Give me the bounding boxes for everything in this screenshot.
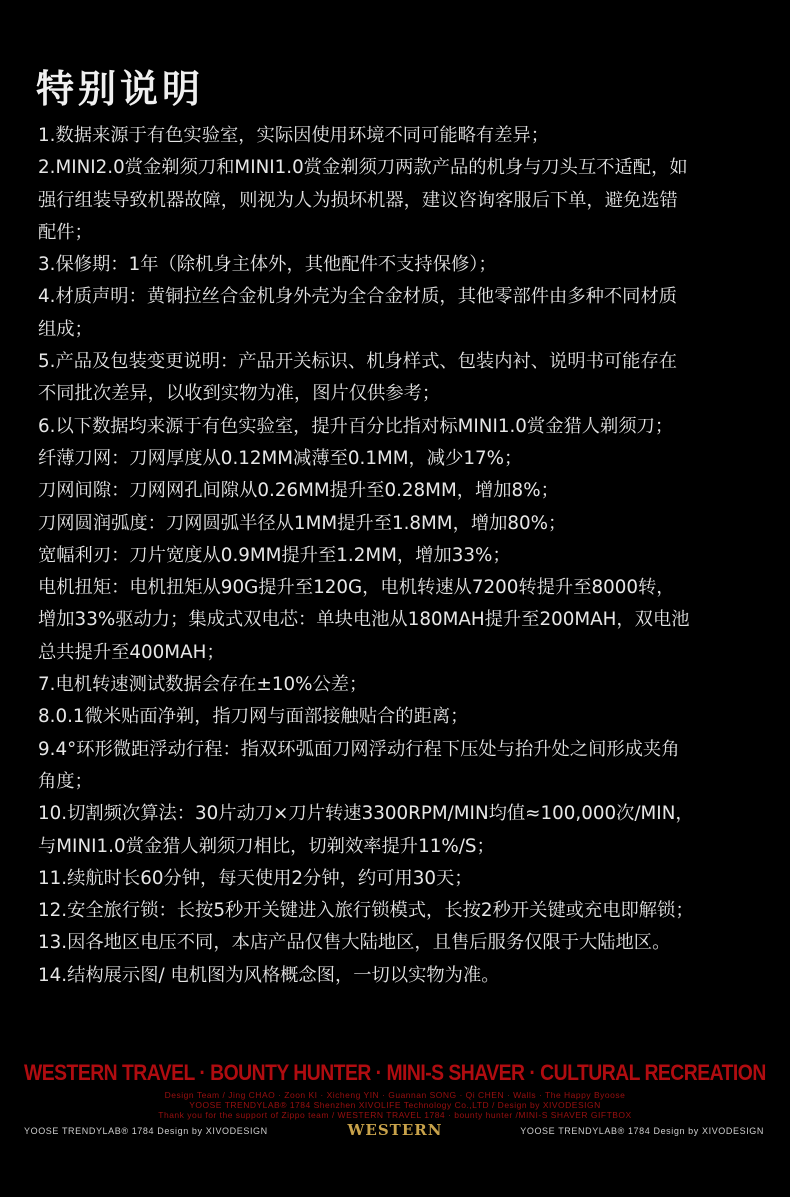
note-line: 6.以下数据均来源于有色实验室，提升百分比指对标MINI1.0赏金猎人剃须刀； <box>38 415 674 437</box>
note-line: 12.安全旅行锁：长按5秒开关键进入旅行锁模式，长按2秒开关键或充电即解锁； <box>38 900 694 922</box>
note-line: 9.4°环形微距浮动行程：指双环弧面刀网浮动行程下压处与抬升处之间形成夹角 <box>38 738 680 760</box>
note-line: 宽幅利刃：刀片宽度从0.9MM提升至1.2MM，增加33%； <box>38 544 511 566</box>
note-line: 角度； <box>38 770 93 792</box>
footer-banner: WESTERN TRAVEL · BOUNTY HUNTER · MINI-S SHAVER · CULTURAL RECREATION <box>24 1060 766 1085</box>
note-line: 10.切割频次算法：30片动刀×刀片转速3300RPM/MIN均值≈100,000次/MIN， <box>38 803 694 825</box>
note-line: 配件； <box>38 221 93 243</box>
note-line: 电机扭矩：电机扭矩从90G提升至120G，电机转速从7200转提升至8000转， <box>38 577 675 599</box>
note-line: 增加33%驱动力；集成式双电芯：单块电池从180MAH提升至200MAH，双电池 <box>38 609 690 631</box>
note-line: 总共提升至400MAH； <box>38 641 225 663</box>
note-line: 2.MINI2.0赏金剃须刀和MINI1.0赏金剃须刀两款产品的机身与刀头互不适配，如 <box>38 157 688 179</box>
note-line: 纤薄刀网：刀网厚度从0.12MM减薄至0.1MM，减少17%； <box>38 447 523 469</box>
brand-logo: WESTERN <box>347 1121 443 1139</box>
note-line: 3.保修期：1年（除机身主体外，其他配件不支持保修）； <box>38 254 497 276</box>
note-line: 14.结构展示图/ 电机图为风格概念图，一切以实物为准。 <box>38 964 500 986</box>
note-line: 11.续航时长60分钟，每天使用2分钟，约可用30天； <box>38 867 473 889</box>
note-line: 8.0.1微米贴面净剃，指刀网与面部接触贴合的距离； <box>38 706 469 728</box>
left-signature: YOOSE TRENDYLAB® 1784 Design by XIVODESIGN <box>24 1126 268 1136</box>
note-line: 13.因各地区电压不同，本店产品仅售大陆地区，且售后服务仅限于大陆地区。 <box>38 932 671 954</box>
credits-line: Thank you for the support of Zippo team / WESTERN TRAVEL 1784 · bounty hunter /MINI-S SHAVER GIFTBOX <box>158 1110 632 1120</box>
note-line: 7.电机转速测试数据会存在±10%公差； <box>38 674 368 696</box>
right-signature: YOOSE TRENDYLAB® 1784 Design by XIVODESIGN <box>520 1126 764 1136</box>
note-line: 不同批次差异，以收到实物为准，图片仅供参考； <box>38 383 441 405</box>
credits-line: Design Team / Jing CHAO · Zoon KI · Xicheng YIN · Guannan SONG · Qi CHEN · Walls · The Happy Byoose <box>164 1090 626 1100</box>
note-line: 1.数据来源于有色实验室，实际因使用环境不同可能略有差异； <box>38 125 550 146</box>
note-line: 刀网间隙：刀网网孔间隙从0.26MM提升至0.28MM，增加8%； <box>38 480 559 502</box>
notes-list <box>38 120 758 992</box>
note-line: 组成； <box>38 318 93 340</box>
note-line: 与MINI1.0赏金猎人剃须刀相比，切剃效率提升11%/S； <box>38 835 495 857</box>
page-title: 特别说明 <box>36 67 205 111</box>
note-line: 4.材质声明：黄铜拉丝合金机身外壳为全合金材质，其他零部件由多种不同材质 <box>38 286 678 308</box>
note-line: 5.产品及包装变更说明：产品开关标识、机身样式、包装内衬、说明书可能存在 <box>38 351 678 373</box>
note-line: 刀网圆润弧度：刀网圆弧半径从1MM提升至1.8MM，增加80%； <box>38 512 567 534</box>
credits-line: YOOSE TRENDYLAB® 1784 Shenzhen XIVOLIFE Technology Co.,LTD / Design by XIVODESIGN <box>189 1100 601 1110</box>
note-line: 强行组装导致机器故障，则视为人为损坏机器，建议咨询客服后下单，避免选错 <box>38 189 678 211</box>
